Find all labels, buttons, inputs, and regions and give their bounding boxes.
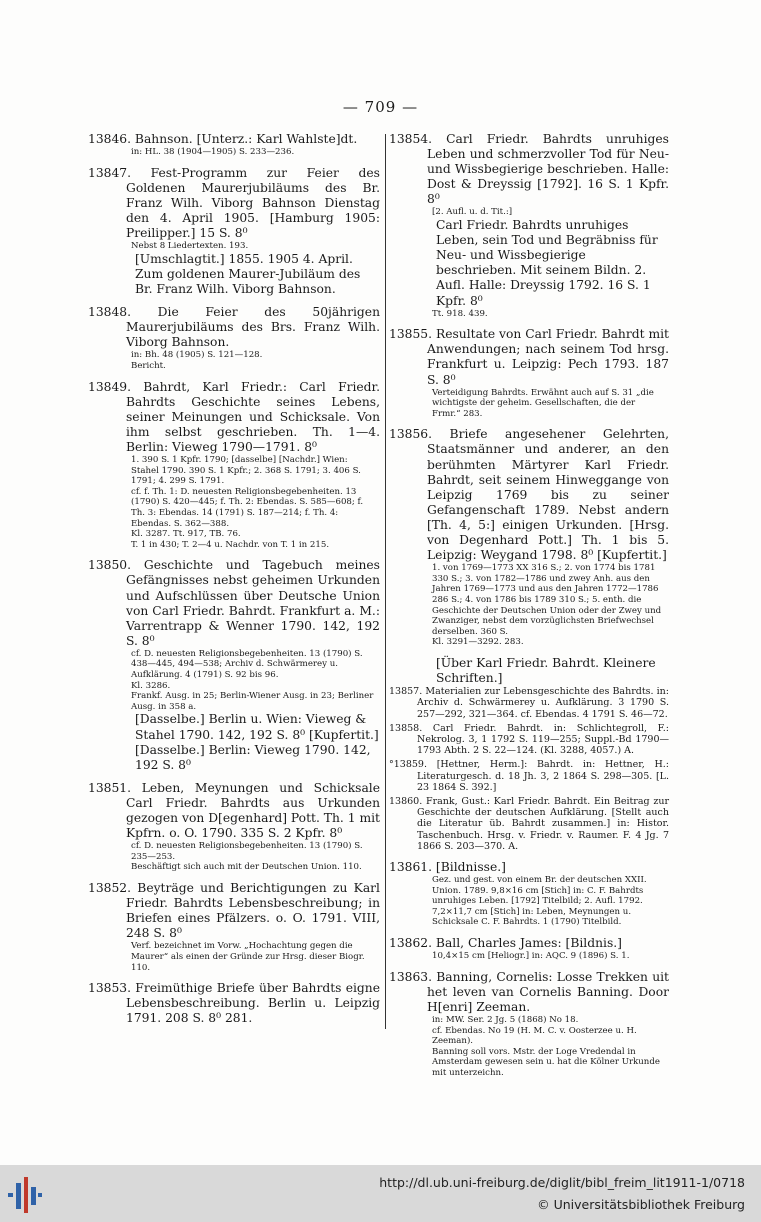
entry-title: 13852. Beyträge und Berichtigungen zu Karl Friedr. Bahrdts Lebensbeschreibung; in Briefen eines Pfälzers. o. O. 1791. VIII, 248 S. 8⁰ bbox=[88, 880, 380, 941]
bibliography-entry bbox=[389, 970, 669, 1079]
entry-title: 13846. Bahnson. [Unterz.: Karl Wahlste]dt. bbox=[88, 132, 358, 146]
entry-title: 13855. Resultate von Carl Friedr. Bahrdt mit Anwendungen; nach seinem Tod hrsg. Frankfurt u. Leipzig: Pech 1793. 187 S. 8⁰ bbox=[389, 327, 669, 387]
entry-note: Kl. 3291—3292. 283. bbox=[432, 637, 524, 648]
entry-note: Verteidigung Bahrdts. Erwähnt auch auf S. 31 „die wichtigste der geheim. Gesellschaften, die der Frmr.“ 283. bbox=[432, 387, 654, 419]
entry-note: Nebst 8 Liedertexten. 193. bbox=[131, 241, 249, 252]
entry-variant: [Dasselbe.] Berlin u. Wien: Vieweg & Stahel 1790. 142, 192 S. 8⁰ [Kupfertit.] bbox=[135, 712, 379, 742]
sub-entry: 13860. Frank, Gust.: Karl Friedr. Bahrdt. Ein Beitrag zur Geschichte der deutschen Aufklärung. [Stellt auch die Literatur üb. Bahrdt zusammen.] in: Histor. Taschenbuch. Hrsg. v. Friedr. v. Raumer. F. 4 Jg. 7 1866 S. 203—370. A. bbox=[389, 795, 669, 852]
bibliography-entry bbox=[389, 860, 669, 928]
bibliography-entry bbox=[88, 380, 380, 551]
ub-freiburg-logo-icon bbox=[8, 1175, 42, 1215]
entry-note: Frankf. Ausg. in 25; Berlin-Wiener Ausg. in 23; Berliner Ausg. in 358 a. bbox=[131, 691, 374, 712]
entry-note: Kl. 3287. Tt. 917, TB. 76. bbox=[131, 529, 241, 540]
bibliography-entry bbox=[389, 327, 669, 419]
entry-title: 13848. Die Feier des 50jährigen Maurerjubiläums des Brs. Franz Wilh. Viborg Bahnson. bbox=[88, 305, 380, 350]
bibliography-entry bbox=[88, 166, 380, 297]
entry-note: cf. D. neuesten Religionsbegebenheiten. 13 (1790) S. 235—253. bbox=[131, 841, 363, 862]
bibliography-entry bbox=[88, 558, 380, 773]
entry-note: Verf. bezeichnet im Vorw. „Hochachtung gegen die Maurer“ als einen der Gründe zur Hrsg. dieser Biogr. 110. bbox=[131, 941, 365, 973]
entry-note: Tt. 918. 439. bbox=[432, 308, 488, 319]
page-number: — 709 — bbox=[342, 98, 419, 116]
bibliography-entry bbox=[88, 305, 380, 371]
bibliography-entry bbox=[88, 981, 380, 1026]
column-divider bbox=[385, 134, 386, 1029]
section-heading: [Über Karl Friedr. Bahrdt. Kleinere Schriften.] bbox=[436, 655, 656, 686]
entry-title: 13853. Freimüthige Briefe über Bahrdts eigne Lebensbeschreibung. Berlin u. Leipzig 1791. 208 S. 8⁰ 281. bbox=[88, 981, 380, 1026]
sub-entry: °13859. [Hettner, Herm.]: Bahrdt. in: Hettner, H.: Literaturgesch. d. 18 Jh. 3, 2 1864 S. 298—305. [L. 23 1864 S. 392.] bbox=[389, 759, 669, 793]
bibliography-entry bbox=[88, 781, 380, 873]
entry-note: T. 1 in 430; T. 2—4 u. Nachdr. von T. 1 in 215. bbox=[131, 539, 330, 550]
entry-note: in: Bh. 48 (1905) S. 121—128. bbox=[131, 350, 263, 361]
sub-entry: 13857. Materialien zur Lebensgeschichte des Bahrdts. in: Archiv d. Schwärmerey u. Aufklärung. 3 1790 S. 257—292, 321—364. cf. Ebendas. 4 1791 S. 46—72. bbox=[389, 686, 669, 720]
left-column bbox=[88, 132, 380, 1034]
bibliography-entry bbox=[88, 881, 380, 973]
entry-note: [2. Aufl. u. d. Tit.:] bbox=[432, 207, 513, 218]
entry-title: 13862. Ball, Charles James: [Bildnis.] bbox=[389, 936, 622, 951]
entry-title: 13850. Geschichte und Tagebuch meines Gefängnisses nebst geheimen Urkunden und Aufschlüssen über Deutsche Union von Carl Friedr. Bahrdt. Frankfurt a. M.: Varrentrapp & Wenner 1790. 142, 192 S. 8⁰ bbox=[88, 558, 380, 648]
entry-note: 10,4×15 cm [Heliogr.] in: AQC. 9 (1896) S. 1. bbox=[432, 951, 630, 962]
entry-note: Banning soll vors. Mstr. der Loge Vredendal in Amsterdam gewesen sein u. hat die Kölner Urkunde mit unterzeichn. bbox=[432, 1046, 660, 1078]
entry-title: 13856. Briefe angesehener Gelehrten, Staatsmänner und anderer, an den berühmten Märtyrer Karl Friedr. Bahrdt, seit seinem Hinweggange von Leipzig 1769 bis zu seiner Gefangenschaft 1789. Nebst andern [Th. 4, 5:] einigen Urkunden. [Hrsg. von Degenhard Pott.] Th. 1 bis 5. Leipzig: Weygand 1798. 8⁰ [Kupfertit.] bbox=[389, 427, 669, 563]
entry-note: Kl. 3286. bbox=[131, 680, 171, 691]
entry-title: 13849. Bahrdt, Karl Friedr.: Carl Friedr. Bahrdts Geschichte seines Lebens, seiner Meinungen und Schicksale. Von ihm selbst geschrieben. Th. 1—4. Berlin: Vieweg 1790—1791. 8⁰ bbox=[88, 379, 380, 454]
right-column bbox=[389, 132, 669, 1087]
entry-variant: Carl Friedr. Bahrdts unruhiges Leben, sein Tod und Begräbniss für Neu- und Wissbegierige beschrieben. Mit seinem Bildn. 2. Aufl. Halle: Dreyssig 1792. 16 S. 1 Kpfr. 8⁰ bbox=[436, 218, 658, 308]
bibliography-entry bbox=[389, 132, 669, 319]
entry-title: 13847. Fest-Programm zur Feier des Goldenen Maurerjubiläums des Br. Franz Wilh. Viborg Bahnson Dienstag den 4. April 1905. [Hamburg 1905: Preilipper.] 15 S. 8⁰ bbox=[88, 165, 380, 241]
sub-entry: 13858. Carl Friedr. Bahrdt. in: Schlichtegroll, F.: Nekrolog. 3, 1 1792 S. 119—255; Suppl.-Bd 1790—1793 Abth. 2 S. 22—124. (Kl. 3288, 4057.) A. bbox=[389, 722, 669, 757]
entry-note: cf. D. neuesten Religionsbegebenheiten. 13 (1790) S. 438—445, 494—538; Archiv d. Schwärmerey u. Aufklärung. 4 (1791) S. 92 bis 96. bbox=[131, 648, 363, 681]
entry-variant: [Umschlagtit.] 1855. 1905 4. April. Zum goldenen Maurer-Jubiläum des Br. Franz Wilh. Viborg Bahnson. bbox=[135, 251, 361, 296]
entry-note: Bericht. bbox=[131, 360, 166, 371]
entry-title: 13863. Banning, Cornelis: Losse Trekken uit het leven van Cornelis Banning. Door H[enri] Zeeman. bbox=[389, 969, 669, 1014]
entry-variant: [Dasselbe.] Berlin: Vieweg 1790. 142, 192 S. 8⁰ bbox=[135, 742, 371, 772]
copyright-text: © Universitätsbibliothek Freiburg bbox=[537, 1197, 745, 1212]
bibliography-entry bbox=[389, 656, 669, 852]
entry-title: 13854. Carl Friedr. Bahrdts unruhiges Leben und schmerzvoller Tod für Neu- und Wissbegierige beschrieben. Halle: Dost & Dreyssig [1792]. 16 S. 1 Kpfr. 8⁰ bbox=[389, 132, 669, 207]
entry-note: in: HL. 38 (1904—1905) S. 233—236. bbox=[131, 147, 295, 158]
entry-note: 1. 390 S. 1 Kpfr. 1790; [dasselbe] [Nachdr.] Wien: Stahel 1790. 390 S. 1 Kpfr.; 2. 368 S. 1791; 3. 406 S. 1791; 4. 299 S. 1791. bbox=[131, 454, 361, 487]
viewer-footer bbox=[0, 1165, 761, 1222]
entry-note: Beschäftigt sich auch mit der Deutschen Union. 110. bbox=[131, 862, 362, 873]
entry-note: cf. f. Th. 1: D. neuesten Religionsbegebenheiten. 13 (1790) S. 420—445; f. Th. 2: Ebendas. S. 585—608; f. Th. 3: Ebendas. 14 (1791) S. 187—214; f. Th. 4: Ebendas. S. 362—388. bbox=[131, 486, 364, 529]
page-url-link[interactable]: http://dl.ub.uni-freiburg.de/diglit/bibl_freim_lit1911-1/0718 bbox=[379, 1175, 745, 1190]
entry-note: cf. Ebendas. No 19 (H. M. C. v. Oosterzee u. H. Zeeman). bbox=[432, 1025, 637, 1047]
bibliography-entry bbox=[88, 132, 380, 158]
entry-title: 13861. [Bildnisse.] bbox=[389, 860, 506, 874]
bibliography-entry bbox=[389, 936, 669, 962]
entry-note: 1. von 1769—1773 XX 316 S.; 2. von 1774 bis 1781 330 S.; 3. von 1782—1786 und zwey Anh. aus den Jahren 1769—1773 und aus den Jahren 1772—1786 286 S.; 4. von 1786 bis 1789 310 S.; 5. enth. die Geschichte der Deutschen Union oder der Zwey und Zwanziger, nebst dem vorzüglichsten Briefwechsel derselben. 360 S. bbox=[432, 563, 662, 637]
entry-title: 13851. Leben, Meynungen und Schicksale Carl Friedr. Bahrdts aus Urkunden gezogen von D[egenhard] Pott. Th. 1 mit Kpfrn. o. O. 1790. 335 S. 2 Kpfr. 8⁰ bbox=[88, 780, 380, 841]
entry-note: 7,2×11,7 cm [Stich] in: Leben, Meynungen u. Schicksale C. F. Bahrdts. 1 (1790) Titelbild. bbox=[432, 906, 632, 928]
entry-note: Gez. und gest. von einem Br. der deutschen XXII. Union. 1789. 9,8×16 cm [Stich] in: C. F. Bahrdts unruhiges Leben. [1792] Titelbild; 2. Aufl. 1792. bbox=[432, 875, 647, 907]
entry-note: in: MW. Ser. 2 Jg. 5 (1868) No 18. bbox=[432, 1015, 579, 1026]
bibliography-entry bbox=[389, 427, 669, 648]
